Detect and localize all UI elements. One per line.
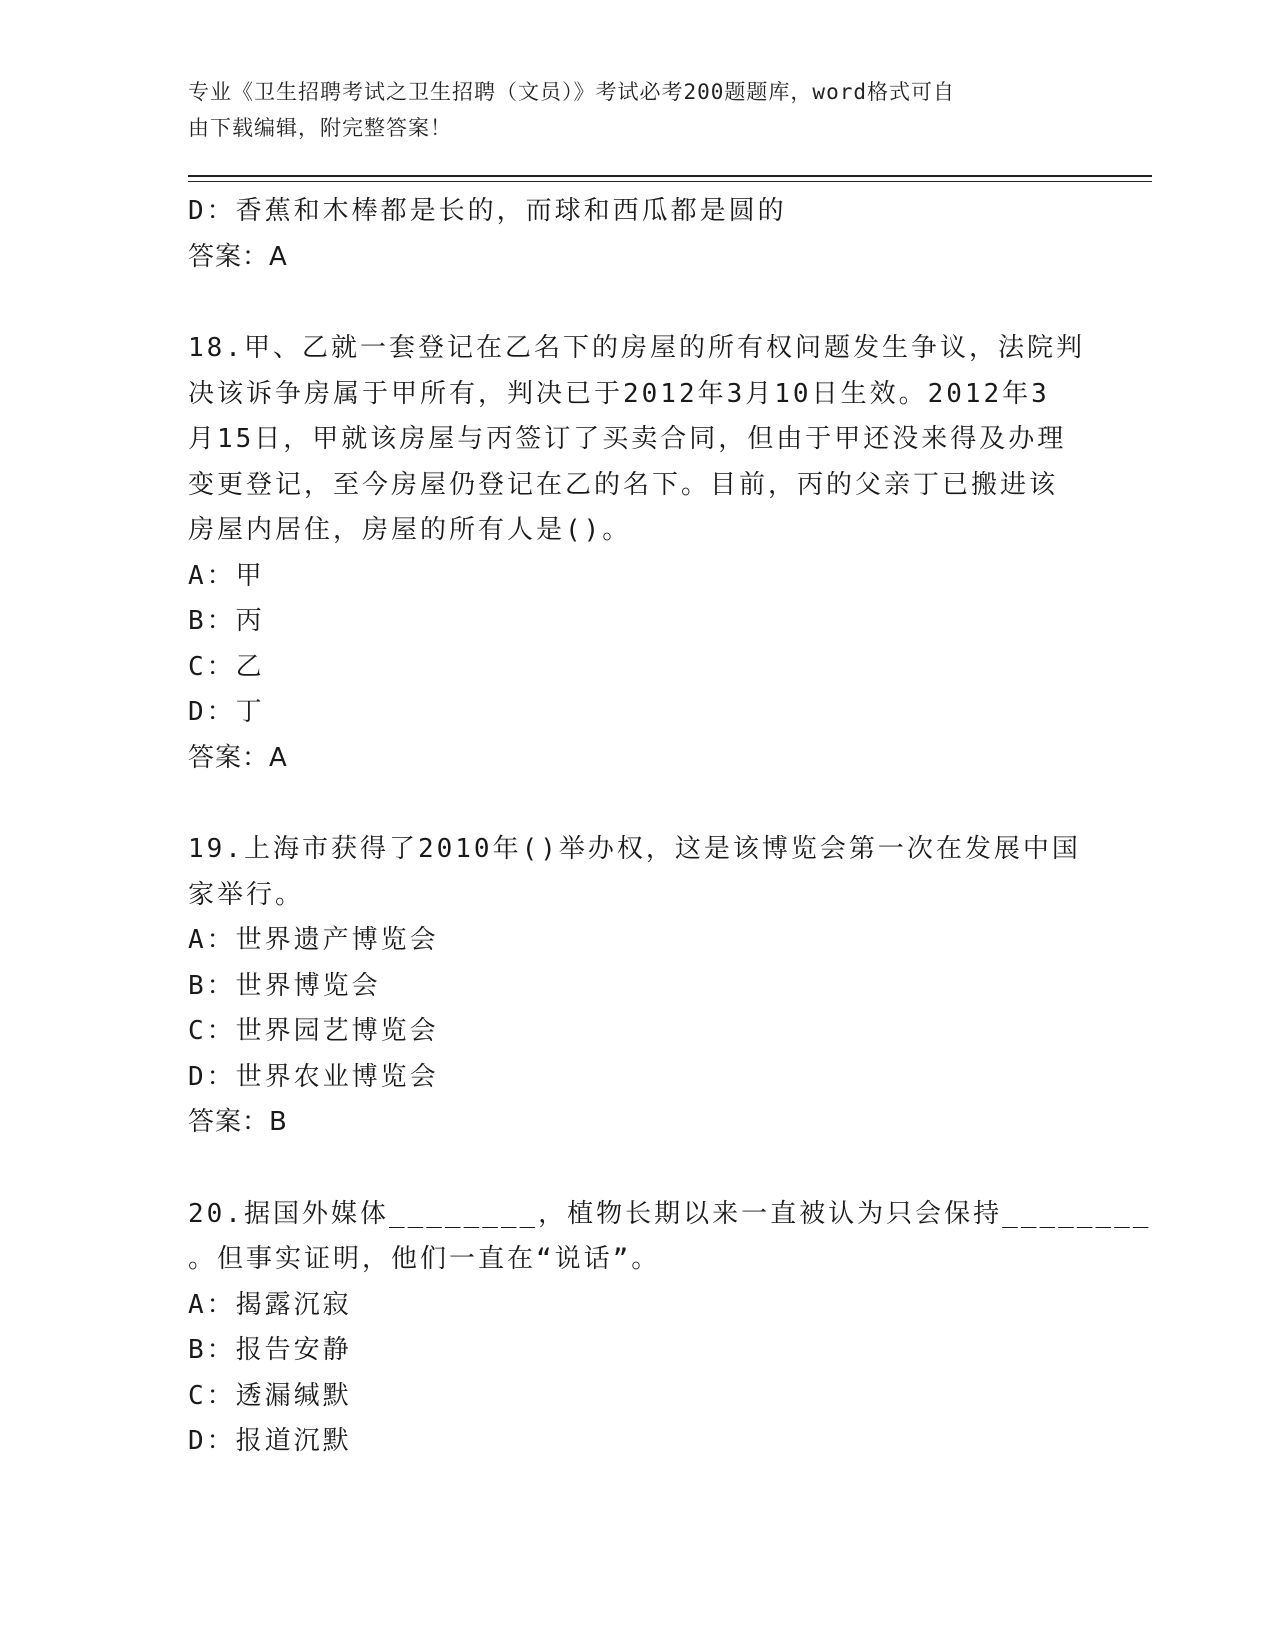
option-b: B：丙 — [188, 606, 265, 636]
option-d: D：香蕉和木棒都是长的，而球和西瓜都是圆的 — [188, 196, 787, 226]
option-c: C：世界园艺博览会 — [188, 1016, 439, 1046]
option-d: D：报道沉默 — [188, 1426, 352, 1456]
document-header — [188, 74, 1068, 146]
previous-question-tail — [188, 189, 1088, 280]
header-title-line-2: 由下载编辑，附完整答案！ — [188, 116, 452, 140]
option-b: B：世界博览会 — [188, 970, 381, 1001]
option-a: A：甲 — [188, 560, 265, 591]
question-stem-line: 。但事实证明，他们一直在“说话”。 — [188, 1244, 661, 1274]
answer-line: 答案：A — [188, 241, 288, 272]
question-stem-line: 19.上海市获得了2010年()举办权，这是该博览会第一次在发展中国 — [188, 834, 1081, 864]
question-stem-line: 20.据国外媒体________，植物长期以来一直被认为只会保持________ — [188, 1198, 1152, 1229]
question-stem-line: 18.甲、乙就一套登记在乙名下的房屋的所有权问题发生争议，法院判 — [188, 333, 1085, 363]
question-stem-line: 决该诉争房属于甲所有，判决已于2012年3月10日生效。2012年3 — [188, 378, 1050, 409]
header-title-line-1: 专业《卫生招聘考试之卫生招聘（文员）》考试必考200题题库，word格式可自 — [188, 80, 955, 104]
header-rule-thin — [188, 181, 1152, 182]
question-19 — [188, 827, 1088, 1146]
option-a: A：世界遗产博览会 — [188, 925, 439, 955]
option-c: C：乙 — [188, 651, 265, 682]
question-stem-line: 房屋内居住，房屋的所有人是()。 — [188, 515, 632, 545]
answer-line: 答案：A — [188, 742, 288, 773]
document-content — [188, 189, 1152, 1465]
question-20 — [188, 1192, 1152, 1465]
option-c: C：透漏缄默 — [188, 1380, 352, 1411]
question-stem-line: 家举行。 — [188, 879, 305, 910]
question-18 — [188, 326, 1088, 781]
header-rule-thick — [188, 175, 1152, 177]
answer-line: 答案：B — [188, 1107, 288, 1137]
question-stem-line: 变更登记，至今房屋仍登记在乙的名下。目前，丙的父亲丁已搬进该 — [188, 469, 1059, 500]
option-b: B：报告安静 — [188, 1335, 352, 1365]
option-d: D：丁 — [188, 697, 265, 727]
option-d: D：世界农业博览会 — [188, 1061, 439, 1092]
question-stem-line: 月15日，甲就该房屋与丙签订了买卖合同，但由于甲还没来得及办理 — [188, 424, 1067, 454]
option-a: A：揭露沉寂 — [188, 1289, 352, 1320]
